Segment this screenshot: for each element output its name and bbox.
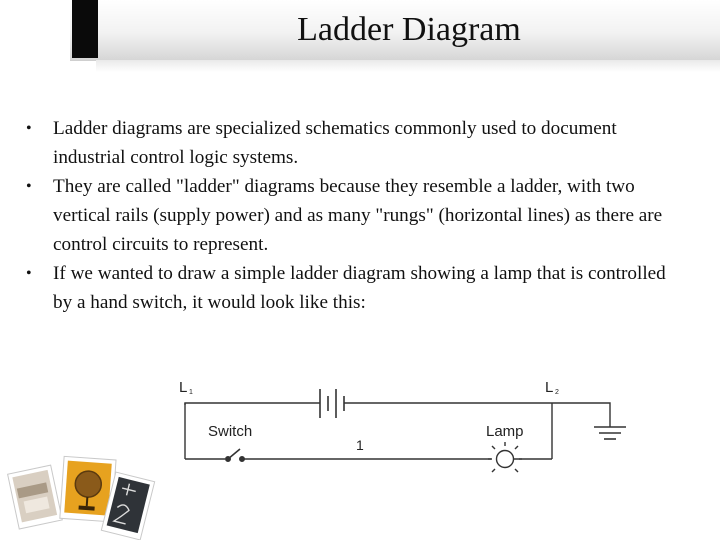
bullet-text: They are called "ladder" diagrams because they resemble a ladder, with two vertical rails (supply power) and as many "rungs" (horizontal lines) as there are control circuits to represent. [53,176,663,255]
bullet-dot: • [26,265,32,282]
switch-icon [226,449,244,461]
bullet-dot: • [26,120,32,137]
title-accent-bar [72,0,98,58]
slide-title: Ladder Diagram [297,11,521,48]
bullet-item [26,259,686,317]
rail-left-label: L [179,379,188,396]
ladder-diagram [170,372,640,477]
ground-icon [594,427,626,439]
decorative-photo-cluster [0,448,160,540]
supply-wire-top-right [344,403,610,427]
title-bar-shadow [96,60,720,72]
rail-left-subscript: 1 [189,389,193,396]
bullet-text: If we wanted to draw a simple ladder diagram showing a lamp that is controlled by a hand switch, it would look like this: [53,263,666,313]
rung-number: 1 [356,437,364,453]
bullet-list [26,114,686,317]
bullet-item [26,114,686,172]
bullet-item [26,172,686,259]
lamp-icon [488,442,522,472]
lamp-label: Lamp [486,423,524,440]
bullet-text: Ladder diagrams are specialized schematics commonly used to document industrial control logic systems. [53,118,617,168]
switch-label: Switch [208,423,253,440]
battery-icon [320,389,344,418]
rail-right-subscript: 2 [555,389,559,396]
supply-wire-top-left [185,403,320,404]
rail-right-label: L [545,379,554,396]
bullet-dot: • [26,178,32,195]
photo-hands-writing [8,465,63,529]
